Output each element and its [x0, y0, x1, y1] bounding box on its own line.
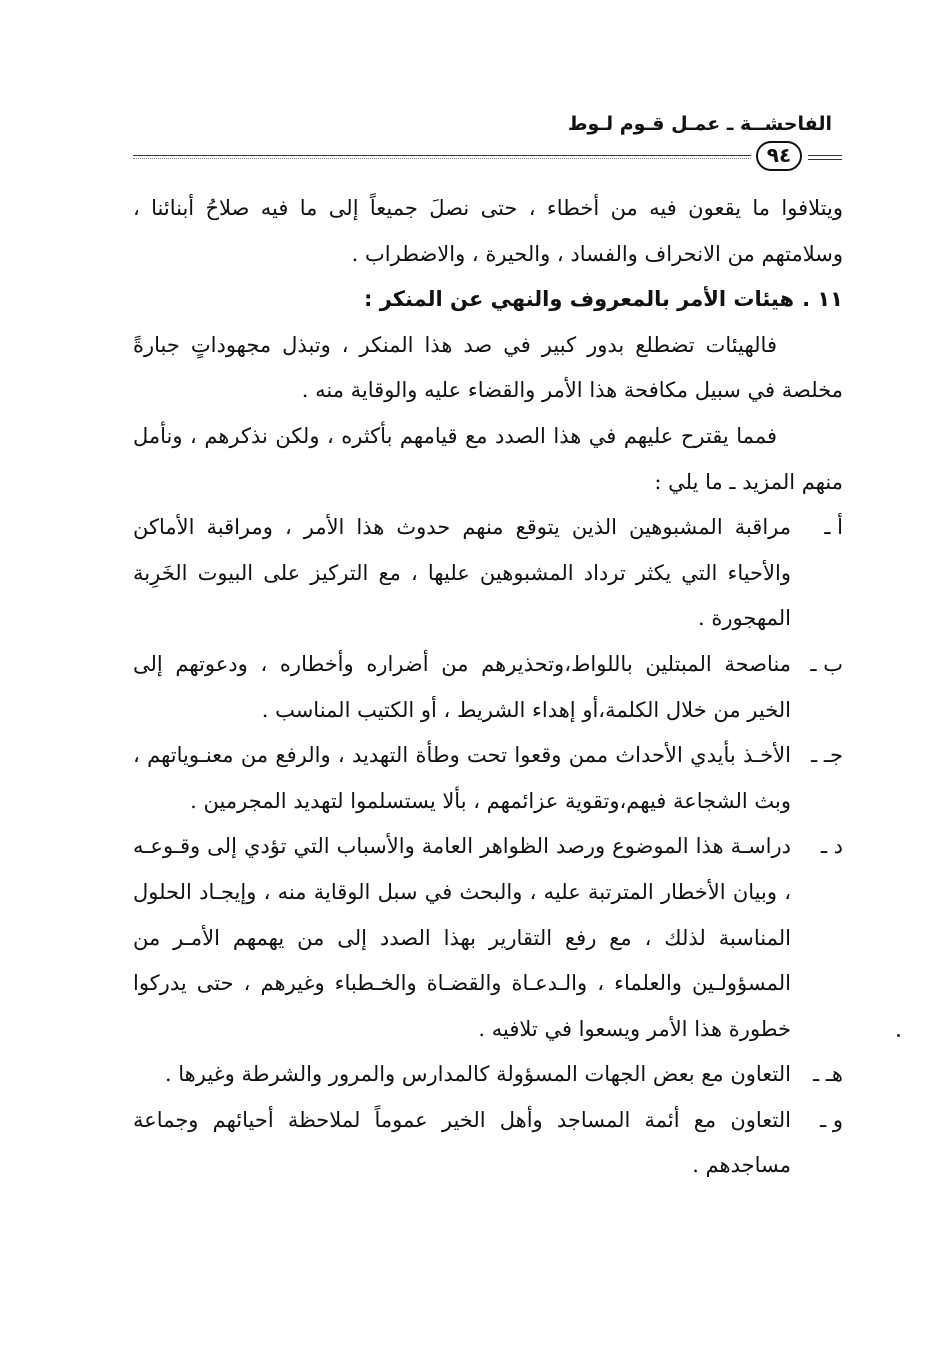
list-marker: و ـ [820, 1107, 843, 1132]
list-item-text: التعاون مع بعض الجهات المسؤولة كالمدارس والمرور والشرطة وغيرها . [164, 1062, 791, 1087]
running-header-title: الفاحشــة ـ عمـل قـوم لـوط [567, 113, 832, 135]
body-paragraph: فمما يقترح عليهم في هذا الصدد مع قيامهم بأكثره ، ولكن نذكرهم ، ونأمل منهم المزيد ـ ما يلي : [133, 423, 843, 494]
list-item-text: دراسـة هذا الموضوع ورصد الظواهر العامة والأسباب التي تؤدي إلى وقـوعـه ، وبيان الأخطار المترتبة عليه ، والبحث في سبل الوقاية منه ، وإيجـاد الحلول المناسبة لذلك ، مع رفع التقارير بهذا الصدد إلى من يهمهم الأمـر من المسؤولـين والعلماء ، والـدعـاة والقضـاة والخـطباء وغيرهم ، حتى يدركوا خطورة هذا الأمر ويسعوا في تلافيه . [133, 834, 791, 1041]
header-rule [133, 155, 751, 156]
list-item-text: مناصحة المبتلين باللواط،وتحذيرهم من أضراره وأخطاره ، ودعوتهم إلى الخير من خلال الكلمة،أو إهداء الشريط ، أو الكتيب المناسب . [133, 651, 791, 722]
header-rule-right [808, 155, 842, 156]
list-item [133, 505, 843, 642]
list-marker: د ـ [820, 834, 843, 859]
list-item [133, 1052, 843, 1098]
list-item-text: الأخـذ بأيدي الأحداث ممن وقعوا تحت وطأة التهديد ، والرفع من معنـوياتهم ، وبث الشجاعة فيهم،وتقوية عزائمهم ، بألا يستسلموا لتهديد المجرمين . [133, 743, 791, 813]
list-item [133, 642, 843, 733]
list-marker: جـ ـ [811, 743, 843, 768]
section-number: ١١ . [802, 287, 843, 312]
list-item [133, 733, 843, 824]
body-paragraph: فالهيئات تضطلع بدور كبير في صد هذا المنكر ، وتبذل مجهوداتٍ جبارةً مخلصة في سبيل مكافحة هذا الأمر والقضاء عليه والوقاية منه . [133, 332, 843, 403]
list-marker: هـ ـ [812, 1062, 843, 1087]
intro-paragraph: ويتلافوا ما يقعون فيه من أخطاء ، حتى نصلَ جميعاً إلى ما فيه صلاحُ أبنائنا ، وسلامتهم من الانحراف والفساد ، والحيرة ، والاضطراب . [133, 196, 843, 266]
list-item-text: مراقبة المشبوهين الذين يتوقع منهم حدوث هذا الأمر ، ومراقبة الأماكن والأحياء التي يكثر ترداد المشبوهين عليها ، مع التركيز على البيوت الخَرِبة المهجورة . [133, 515, 791, 631]
header-rule-dotted [133, 158, 751, 159]
page-body [133, 186, 843, 1189]
list-marker: ب ـ [810, 651, 843, 676]
section-heading [133, 277, 843, 323]
page-number: ٩٤ [756, 141, 802, 171]
margin-speck [897, 1034, 900, 1037]
section-title: هيئات الأمر بالمعروف والنهي عن المنكر : [364, 287, 795, 312]
list-item-text: التعاون مع أئمة المساجد وأهل الخير عموماً لملاحظة أحيائهم وجماعة مساجدهم . [133, 1107, 791, 1178]
list-item [133, 1098, 843, 1189]
list-marker: أ ـ [824, 515, 843, 540]
list-item [133, 824, 843, 1052]
header-rule-right-lower [808, 159, 842, 160]
